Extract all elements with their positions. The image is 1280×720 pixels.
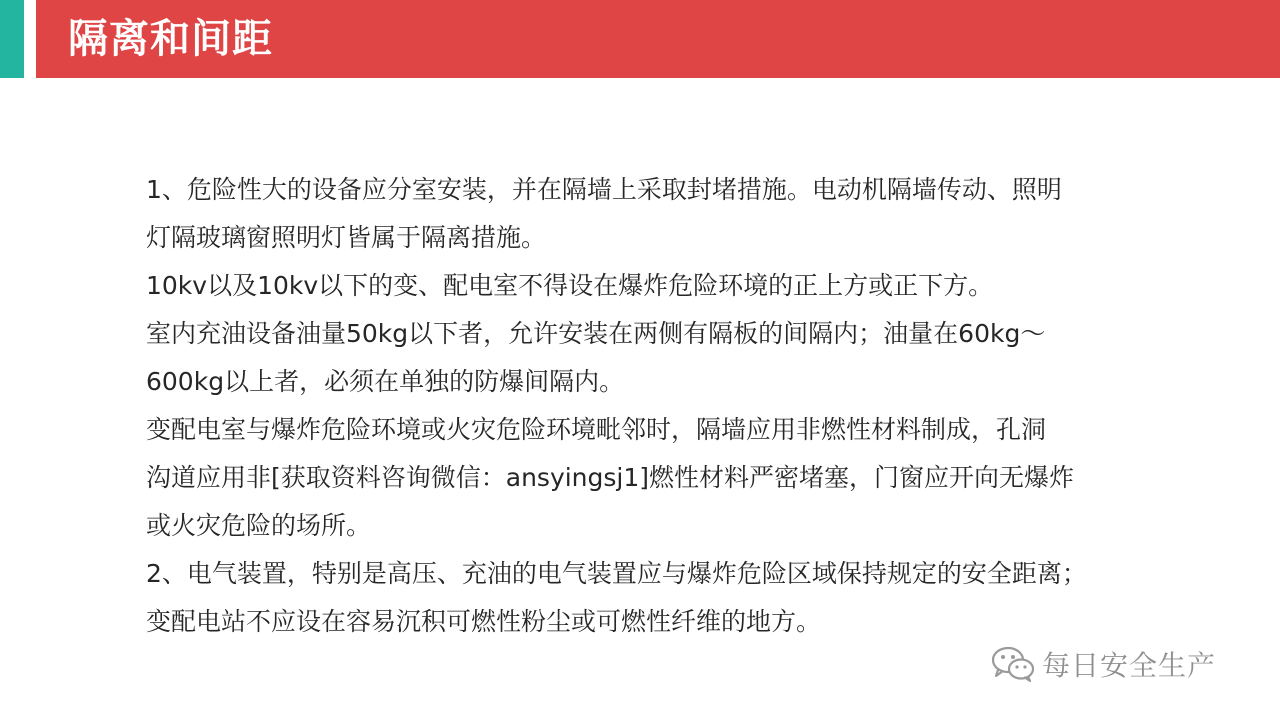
watermark-text: 每日安全生产 [1042,649,1217,682]
accent-bar [0,0,24,78]
text-line: 室内充油设备油量50kg以下者，允许安装在两侧有隔板的间隔内；油量在60kg～ [146,319,1046,348]
text-line: 沟道应用非[获取资料咨询微信：ansyingsj1]燃性材料严密堵塞，门窗应开向无爆炸 [146,463,1075,492]
text-line: 2、电气装置，特别是高压、充油的电气装置应与爆炸危险区域保持规定的安全距离； [146,559,1087,588]
page-title: 隔离和间距 [68,16,273,62]
text-line: 变配电站不应设在容易沉积可燃性粉尘或可燃性纤维的地方。 [146,607,822,636]
text-line: 600kg以上者，必须在单独的防爆间隔内。 [146,367,625,396]
text-line: 10kv以及10kv以下的变、配电室不得设在爆炸危险环境的正上方或正下方。 [146,271,994,300]
text-line: 1、危险性大的设备应分室安装，并在隔墙上采取封堵措施。电动机隔墙传动、照明 [146,175,1062,204]
watermark [990,642,1216,686]
body-text [146,166,1146,646]
text-line: 或火灾危险的场所。 [146,511,372,540]
text-line: 变配电室与爆炸危险环境或火灾危险环境毗邻时，隔墙应用非燃性材料制成，孔洞 [146,415,1047,444]
text-line: 灯隔玻璃窗照明灯皆属于隔离措施。 [146,223,547,252]
wechat-icon [990,644,1036,684]
